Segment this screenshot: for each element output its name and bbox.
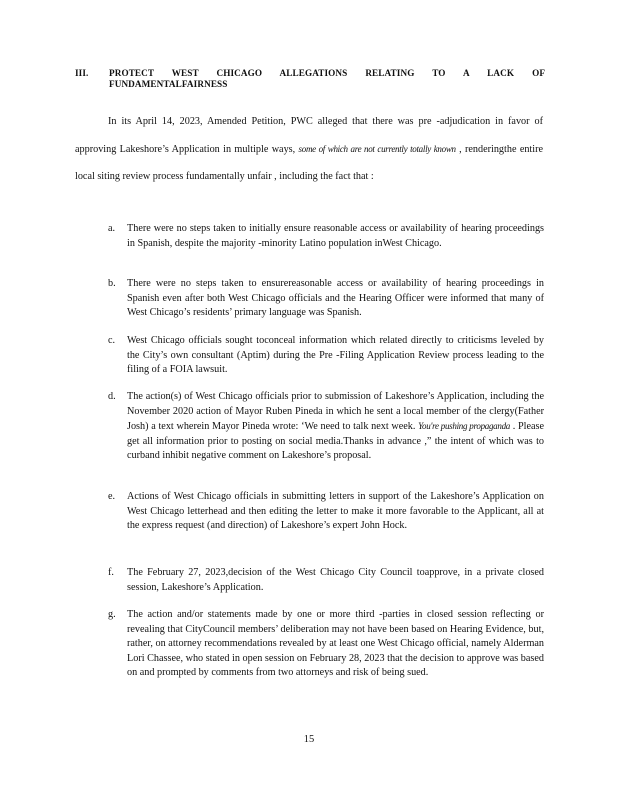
item-text: The February 27, 2023,decision of the West Chicago City Council toapprove, in a private closed session, Lakeshore’s Application.: [127, 567, 544, 593]
section-number: III.: [75, 68, 89, 78]
heading-line-2: [109, 79, 228, 90]
item-text-after: . Please get all information prior to posting on social media.Thanks in advance ,” the intent of which was to curband inhibit negative comment on Lakeshore’s proposal.: [127, 421, 544, 461]
item-text-before: The action(s) of West Chicago officials prior to submission of Lakeshore’s Application, including the November 2020 action of Mayor Ruben Pineda in which he sent a local member of the clergy(Father Josh) a text wherein Mayor Pineda wrote: ‘We need to talk next week.: [127, 391, 544, 432]
heading-word: ALLEGATIONS: [279, 68, 348, 78]
heading-word: A: [462, 68, 470, 78]
intro-text-after: , renderingthe entire local siting review process fundamentally unfair , including the fact that :: [75, 143, 544, 182]
heading-word: OF: [532, 68, 546, 78]
item-letter: f.: [108, 567, 114, 578]
item-text: [127, 390, 544, 464]
item-letter: d.: [108, 391, 116, 402]
intro-text-italic: some of which are not currently totally known: [298, 143, 456, 154]
item-text: There were no steps taken to ensurereasonable access or availability of hearing proceedings in Spanish even after both West Chicago officials and the Hearing Officer were informed that many of West Chicago’s residents’ primary language was Spanish.: [127, 278, 544, 318]
item-text: West Chicago officials sought toconceal information which related directly to criticisms leveled by the City’s own consultant (Aptim) during the Pre -Filing Application Review process leading to the filing of a FOIA lawsuit.: [127, 335, 544, 375]
heading-word: CHICAGO: [216, 68, 263, 78]
item-letter: g.: [108, 609, 116, 620]
item-text-italic: You're pushing propaganda: [418, 421, 510, 431]
heading-line-1: [109, 68, 545, 79]
item-letter: b.: [108, 278, 116, 289]
heading-word: PROTECT: [109, 68, 154, 78]
item-letter: c.: [108, 335, 116, 346]
item-letter: a.: [108, 223, 116, 234]
heading-word: TO: [432, 68, 446, 78]
intro-text-before: In its April 14, 2023, Amended Petition, PWC alleged that there was pre -adjudication in favor of approving Lakeshore’s Application in multiple ways,: [75, 116, 543, 155]
item-text: The action and/or statements made by one or more third -parties in closed session reflecting or revealing that CityCouncil members’ deliberation may not have been based on Hearing Evidence, but, rather, on attorney recommendations revealed by at least one West Chicago official, namely Alderman Lori Chassee, who stated in open session on February 28, 2023 that the decision to approve was based on and prompted by comments from two attorneys and risk of being sued.: [127, 609, 544, 678]
item-text: There were no steps taken to initially ensure reasonable access or availability of hearing proceedings in Spanish, despite the majority -minority Latino population inWest Chicago.: [127, 223, 544, 249]
page-number: 15: [303, 734, 315, 745]
heading-word: FAIRNESS: [181, 79, 228, 89]
heading-word: FUNDAMENTAL: [109, 79, 182, 89]
heading-word: LACK: [487, 68, 515, 78]
intro-paragraph: [75, 108, 543, 191]
item-text: Actions of West Chicago officials in submitting letters in support of the Lakeshore’s Application on West Chicago letterhead and then editing the letter to make it more favorable to the Applicant, all at the express request (and direction) of Lakeshore’s expert John Hock.: [127, 491, 544, 531]
item-letter: e.: [108, 491, 116, 502]
heading-word: WEST: [171, 68, 199, 78]
heading-word: RELATING: [365, 68, 415, 78]
